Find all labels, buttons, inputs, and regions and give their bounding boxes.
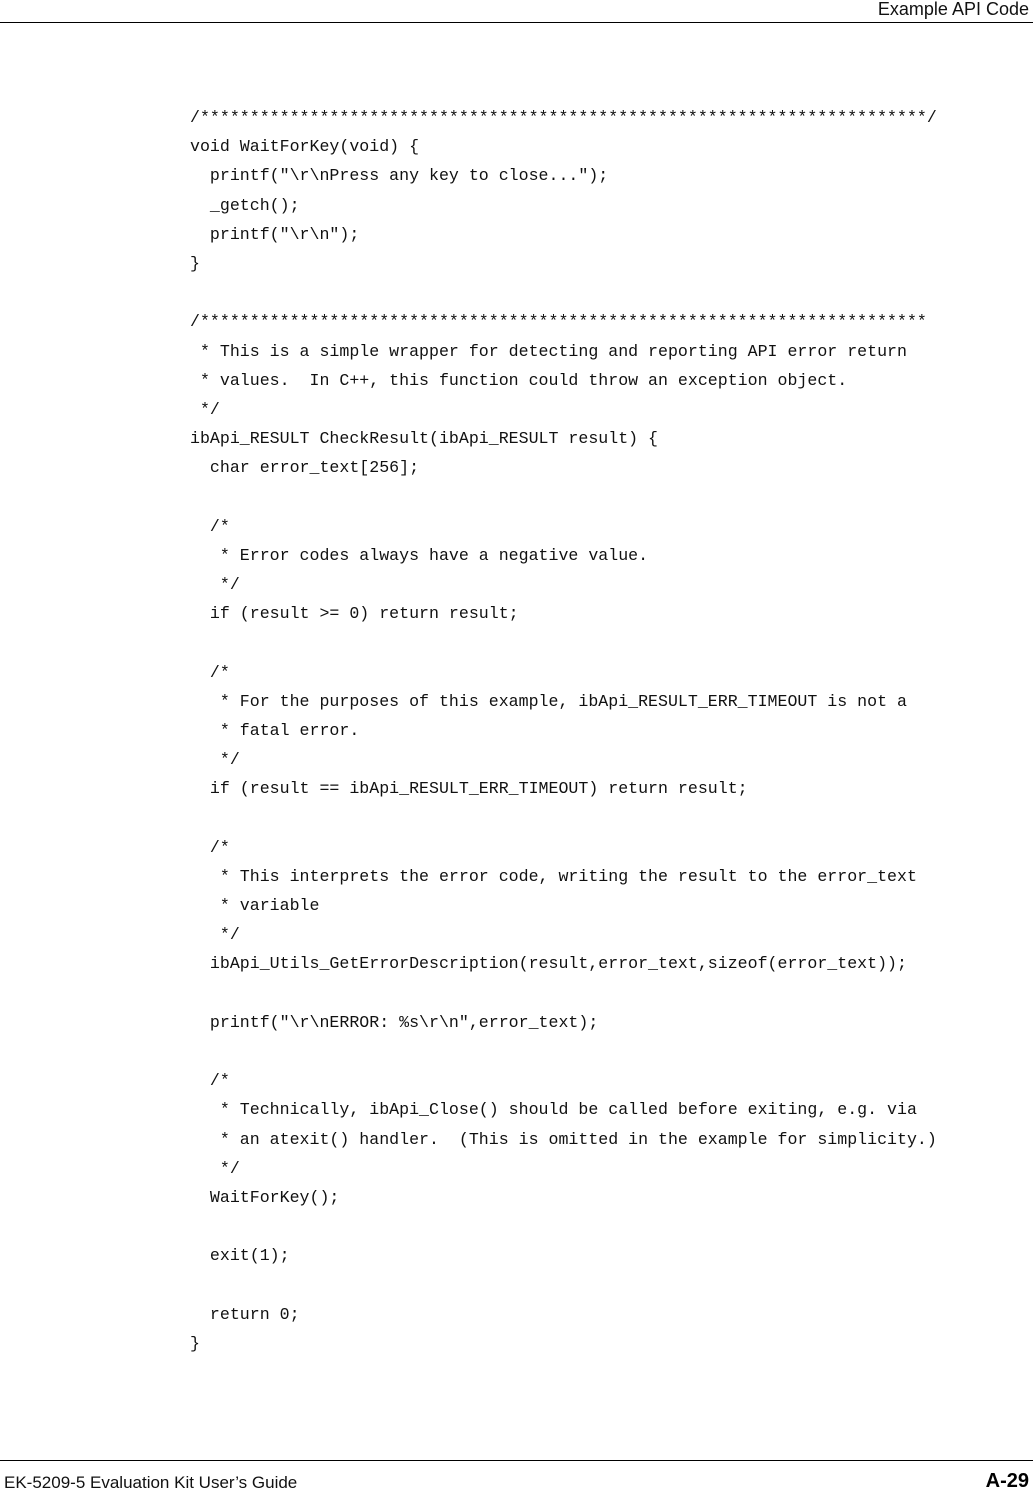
footer-document-title: EK-5209-5 Evaluation Kit User’s Guide [4, 1473, 298, 1492]
code-line [190, 278, 937, 307]
code-line: /*************************************************************************/ [190, 108, 937, 127]
code-line: /* [190, 662, 230, 682]
code-line: * variable [190, 896, 320, 916]
code-line: * This interprets the error code, writing the result to the error_text [190, 866, 917, 886]
code-line: char error_text[256]; [190, 458, 420, 478]
code-line [190, 1037, 937, 1066]
code-line: printf("\r\n"); [190, 224, 360, 244]
page-header-title: Example API Code [877, 0, 1029, 19]
code-line: printf("\r\nERROR: %s\r\n",error_text); [190, 1012, 599, 1032]
code-line: if (result == ibApi_RESULT_ERR_TIMEOUT) return result; [190, 779, 748, 799]
code-line: * This is a simple wrapper for detecting and reporting API error return [190, 341, 907, 361]
code-line: return 0; [190, 1304, 300, 1324]
page-number: A-29 [985, 1470, 1029, 1492]
code-line: void WaitForKey(void) { [190, 137, 420, 157]
code-line: */ [190, 925, 240, 945]
code-line: /* [190, 837, 230, 857]
code-line: /************************************************************************* [190, 312, 927, 332]
code-line: } [190, 253, 200, 273]
code-line: WaitForKey(); [190, 1187, 340, 1207]
code-line: * an atexit() handler. (This is omitted in the example for simplicity.) [190, 1129, 937, 1149]
code-line: * Technically, ibApi_Close() should be called before exiting, e.g. via [190, 1100, 917, 1120]
code-line: exit(1); [190, 1246, 290, 1266]
code-line: ibApi_Utils_GetErrorDescription(result,error_text,sizeof(error_text)); [190, 954, 907, 974]
code-line: /* [190, 516, 230, 536]
code-line: if (result >= 0) return result; [190, 604, 519, 624]
code-line: _getch(); [190, 195, 300, 215]
code-line: printf("\r\nPress any key to close..."); [190, 166, 609, 186]
header-divider [0, 22, 1033, 23]
code-line: */ [190, 750, 240, 770]
code-line: */ [190, 575, 240, 594]
code-line: * fatal error. [190, 720, 360, 740]
code-line: ibApi_RESULT CheckResult(ibApi_RESULT result) { [190, 429, 659, 449]
code-line [190, 979, 937, 1008]
code-line: * Error codes always have a negative value. [190, 545, 649, 565]
code-line [190, 482, 937, 511]
code-line: */ [190, 399, 220, 419]
code-line [190, 628, 937, 657]
code-line: * For the purposes of this example, ibApi_RESULT_ERR_TIMEOUT is not a [190, 691, 907, 711]
code-line: } [190, 1333, 200, 1353]
code-line [190, 804, 937, 833]
code-listing [190, 103, 937, 1358]
code-line: */ [190, 1158, 240, 1178]
code-line [190, 1212, 937, 1241]
code-line: /* [190, 1071, 230, 1091]
code-line [190, 1271, 937, 1300]
footer-divider [0, 1460, 1033, 1461]
code-line: * values. In C++, this function could throw an exception object. [190, 370, 848, 390]
